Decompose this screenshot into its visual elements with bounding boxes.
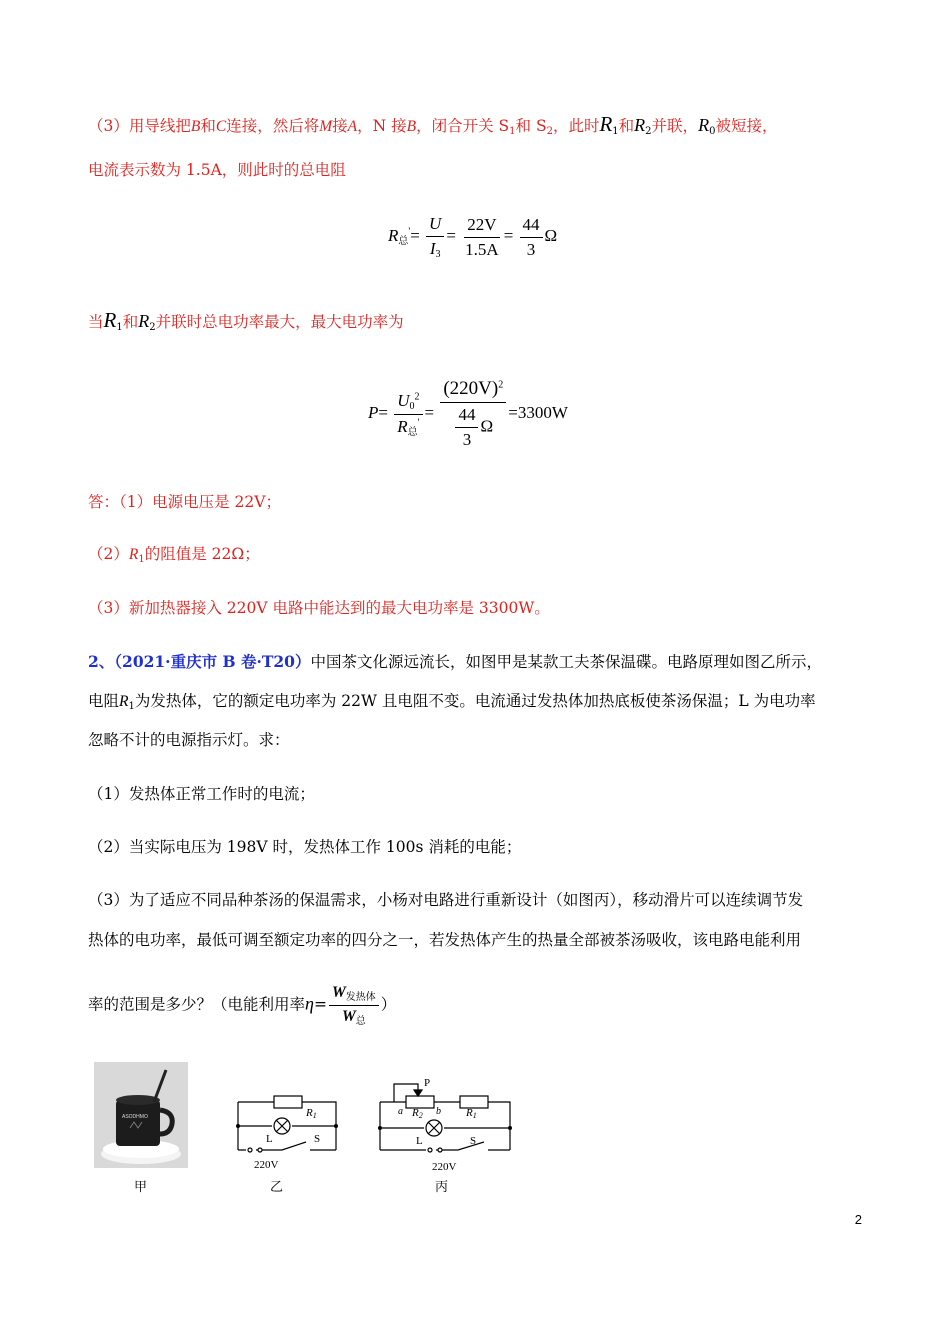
var-c: C	[215, 118, 227, 135]
label-s: S	[470, 1135, 477, 1147]
label-s: S	[314, 1133, 321, 1145]
label-r1: R	[306, 1107, 313, 1119]
q2-sub3b: 热体的电功率，最低可调至额定功率的四分之一，若发热体产生的热量全部被茶汤吸收，该电路电能利用	[88, 931, 802, 949]
text: （3）用导线把	[88, 117, 191, 135]
formula-max-power	[368, 378, 568, 450]
q2-line1	[88, 650, 822, 672]
num: 44	[520, 215, 543, 238]
cup-text: ASODHMO	[122, 1114, 148, 1120]
text: 为发热体，它的额定电功率为 22W 且电阻不变。电流通过发热体加热底板使茶汤保温；L 为电功率	[134, 692, 816, 710]
var-eta: η	[305, 993, 314, 1014]
sub: 2	[418, 1111, 423, 1120]
text: 当	[88, 313, 104, 331]
q2-sub1: （1）发热体正常工作时的电流；	[88, 785, 315, 803]
eq: =	[313, 995, 327, 1014]
fraction	[329, 984, 379, 1027]
formula-total-resistance	[388, 214, 557, 260]
var-b: B	[190, 118, 201, 135]
label-r1: R	[466, 1107, 473, 1119]
den: 1.5A	[465, 239, 499, 259]
q2-line2	[88, 689, 816, 712]
sub: 总	[355, 1016, 366, 1027]
answer-2	[88, 542, 260, 565]
q2-header: 2、（2021·重庆市 B 卷·T20）	[88, 652, 311, 671]
figure-bing-circuit	[372, 1074, 520, 1174]
var-m: M	[319, 118, 333, 135]
q2-sub3a: （3）为了适应不同品种茶汤的保温需求，小杨对电路进行重新设计（如图丙），移动滑片可以连续调节发	[88, 891, 804, 909]
sub: 2	[149, 322, 156, 333]
text: 和	[618, 117, 635, 135]
sub: 1	[612, 126, 619, 137]
num: 44	[455, 405, 478, 428]
part3-line1	[88, 112, 777, 137]
figure-yi-circuit	[230, 1082, 350, 1174]
var-r: R	[698, 115, 710, 135]
text: 率的范围是多少？（电能利用率	[88, 995, 306, 1014]
var-r: R	[128, 546, 139, 563]
caption-bing: 丙	[435, 1180, 449, 1195]
svg-text:R2	[411, 1107, 423, 1120]
sub: 总	[407, 426, 418, 438]
var-r: R	[599, 112, 613, 136]
prime: '	[417, 416, 420, 428]
den: I	[429, 239, 436, 258]
sub: 总	[398, 235, 409, 247]
label-220v: 220V	[432, 1161, 457, 1173]
text: 电阻	[88, 692, 120, 710]
svg-text:R1	[465, 1107, 477, 1120]
part3-line2: 电流表示数为 1.5A，则此时的总电阻	[88, 161, 346, 179]
text: 连接，然后将	[226, 117, 320, 135]
sub: 0	[409, 400, 415, 412]
text: （2）	[88, 545, 129, 563]
fraction	[440, 378, 506, 450]
num: 22V	[464, 215, 499, 238]
eq: =	[446, 225, 456, 245]
sub: 2	[645, 126, 652, 137]
result: =3300W	[508, 402, 568, 422]
sub: 发热体	[345, 992, 376, 1003]
den: 3	[462, 430, 472, 449]
caption-yi: 乙	[270, 1180, 284, 1195]
teacup-image	[94, 1062, 188, 1168]
label-l: L	[416, 1135, 423, 1147]
circuit-yi	[230, 1082, 350, 1174]
q2-line3: 忽略不计的电源指示灯。求：	[88, 731, 290, 749]
eq: =	[378, 402, 388, 422]
num: (220V)	[443, 378, 499, 399]
q2-sub2: （2）当实际电压为 198V 时，发热体工作 100s 消耗的电能；	[88, 838, 522, 856]
prime: '	[408, 226, 411, 238]
label-220v: 220V	[254, 1159, 279, 1171]
fraction	[462, 215, 502, 260]
var-r: R	[388, 225, 399, 245]
var-r: R	[119, 693, 129, 710]
label-b: b	[436, 1106, 441, 1117]
text: 被短接，	[715, 117, 778, 135]
sup: 2	[498, 379, 504, 391]
caption-jia: 甲	[134, 1180, 148, 1195]
text: ）	[380, 995, 397, 1014]
text: ，此时	[552, 117, 600, 135]
answer-3: （3）新加热器接入 220V 电路中能达到的最大电功率是 3300W。	[88, 599, 550, 617]
var-w: W	[341, 1008, 356, 1025]
text: ，N 接	[357, 117, 407, 135]
sub: 1	[312, 1111, 317, 1120]
text: 并联，	[651, 117, 699, 135]
when-line	[88, 308, 404, 333]
fraction	[520, 215, 543, 260]
label-a: a	[398, 1106, 403, 1117]
sub: 2	[546, 126, 553, 137]
q2-sub3c	[88, 984, 396, 1027]
var-r: R	[138, 311, 150, 331]
label-p: P	[424, 1077, 431, 1089]
text: 并联时总电功率最大，最大电功率为	[155, 313, 404, 331]
sub: 1	[116, 322, 123, 333]
sub: 1	[128, 701, 135, 712]
var-r: R	[634, 115, 646, 135]
text: ，闭合开关 S	[416, 117, 510, 135]
text: 中国茶文化源远流长，如图甲是某款工夫茶保温碟。电路原理如图乙所示，	[310, 653, 822, 671]
eq: =	[503, 225, 514, 245]
var-u: U	[397, 390, 410, 410]
var-r: R	[103, 308, 117, 332]
sup: 2	[414, 390, 420, 402]
sub: 1	[138, 554, 145, 565]
var-p: P	[368, 402, 379, 422]
var-b: B	[406, 118, 417, 135]
label-r2: R	[412, 1107, 419, 1119]
sub: 0	[709, 126, 716, 137]
eq: =	[410, 225, 420, 245]
text: 的阻值是 22Ω；	[144, 545, 260, 563]
figure-jia-photo	[94, 1062, 188, 1168]
var-w: W	[331, 984, 346, 1001]
sub: 1	[472, 1111, 477, 1120]
num: U	[426, 214, 444, 237]
den: 3	[526, 239, 536, 259]
text: 和 S	[515, 117, 547, 135]
unit: Ω	[544, 225, 558, 245]
svg-text:R1	[305, 1107, 317, 1120]
var-a: A	[347, 118, 358, 135]
answer-1: 答：（1）电源电压是 22V；	[88, 493, 281, 511]
fraction	[394, 391, 422, 438]
circuit-bing	[372, 1074, 520, 1174]
fraction	[426, 214, 444, 260]
var-r: R	[397, 416, 408, 436]
unit: Ω	[480, 416, 494, 436]
text: 和	[200, 117, 216, 135]
eq: =	[424, 402, 435, 422]
text: 接	[332, 117, 348, 135]
sub: 3	[435, 249, 441, 260]
sub: 1	[509, 126, 516, 137]
label-l: L	[266, 1133, 273, 1145]
text: 和	[122, 313, 139, 331]
page-number: 2	[854, 1212, 862, 1227]
